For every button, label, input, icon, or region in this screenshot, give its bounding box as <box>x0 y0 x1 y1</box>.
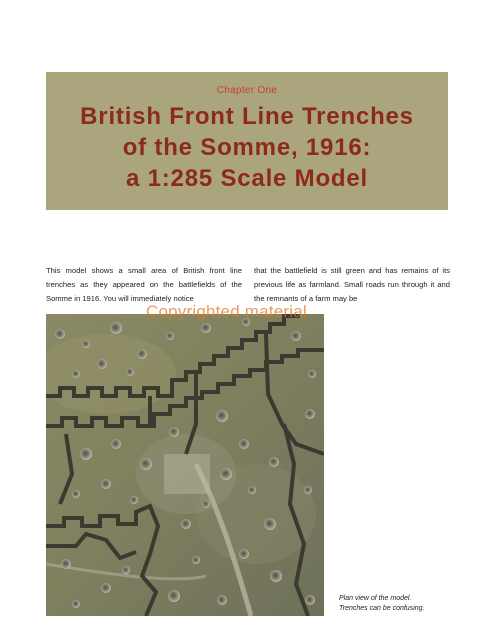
body-text-left-column: This model shows a small area of British front line trenches as they appeared on the battlefields of the Somme in 1916. You will immediately notice <box>46 266 242 303</box>
copyright-watermark: Copyrighted material <box>146 302 307 321</box>
body-text-right-column: that the battlefield is still green and has remains of its previous life as farmland. Small roads run through it and the remnants of a farm may be <box>254 266 450 303</box>
chapter-title <box>52 101 442 194</box>
trench-model-photo <box>46 314 324 616</box>
chapter-banner <box>46 72 448 210</box>
caption-line-1: Plan view of the model. <box>339 595 412 602</box>
title-line-2: of the Somme, 1916: <box>122 134 372 161</box>
title-line-3: a 1:285 Scale Model <box>126 165 368 192</box>
figure-caption <box>339 594 459 614</box>
chapter-label: Chapter One <box>216 85 278 96</box>
title-line-1: British Front Line Trenches <box>80 103 414 130</box>
caption-line-2: Trenches can be confusing. <box>339 605 425 612</box>
